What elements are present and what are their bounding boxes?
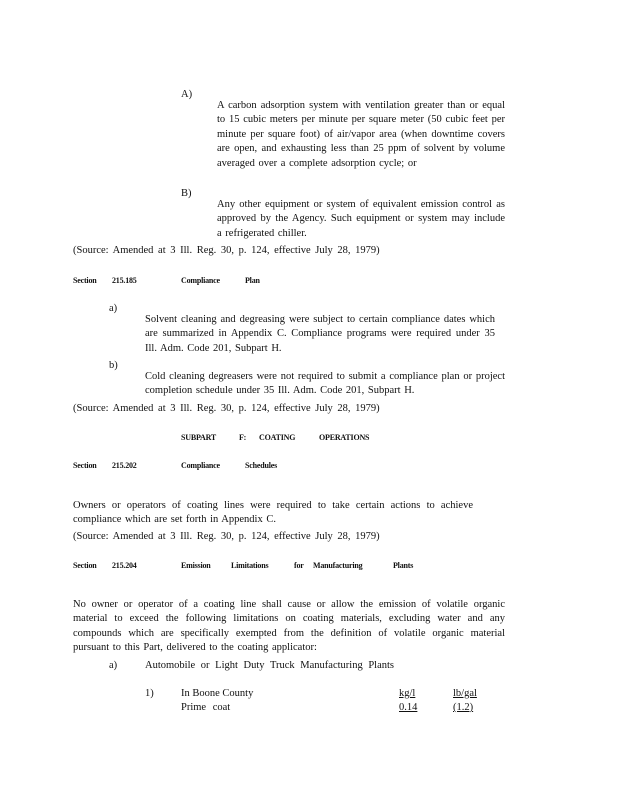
item-text-a: Solvent cleaning and degreasing were subject to certain compliance dates which are summarized in Appendix C. Compliance programs were required under 35 Ill. Adm. Code 201, Subpart H. (145, 313, 495, 354)
item-label-a: a) (109, 660, 118, 671)
item-label-A: A) (181, 89, 193, 100)
item-label-a: a) (109, 303, 118, 314)
section-number: 215.204 (112, 561, 137, 570)
section-title-part: Plants (393, 561, 414, 570)
item-label-B: B) (181, 188, 192, 199)
table-cell-lb: (1.2) (453, 702, 474, 713)
item-text-B: Any other equipment or system of equivalent emission control as approved by the Agency. Such equipment or system may include a refrigerated chiller. (217, 198, 505, 239)
subpart-letter: F: (239, 433, 247, 442)
subpart-title-part: OPERATIONS (319, 433, 370, 442)
table-cell-kg: 0.14 (399, 702, 418, 713)
table-item-number: 1) (145, 688, 154, 699)
table-county-label: In Boone County (181, 688, 254, 699)
table-header-kg: kg/l (399, 688, 416, 699)
item-text-automobile: Automobile or Light Duty Truck Manufacturing Plants (145, 660, 394, 671)
section-title-part: Compliance (181, 276, 220, 285)
table-row-label: Prime coat (181, 702, 231, 713)
section-number: 215.185 (112, 276, 137, 285)
section-title-part: Schedules (245, 461, 277, 470)
section-title-part: Compliance (181, 461, 220, 470)
source-note: (Source: Amended at 3 Ill. Reg. 30, p. 124, effective July 28, 1979) (73, 531, 380, 542)
subpart-word: SUBPART (181, 433, 217, 442)
paragraph-204: No owner or operator of a coating line shall cause or allow the emission of volatile organic material to exceed the following limitations on coating materials, excluding water and any compounds which are specifically exempted from the definition of volatile organic material pursuant to this Part, delivered to the coating applicator: (73, 598, 505, 654)
section-title-part: Limitations (231, 561, 269, 570)
section-title-part: Emission (181, 561, 211, 570)
section-word: Section (73, 461, 97, 470)
section-title-part: Manufacturing (313, 561, 363, 570)
source-note: (Source: Amended at 3 Ill. Reg. 30, p. 124, effective July 28, 1979) (73, 245, 380, 256)
paragraph-202: Owners or operators of coating lines were required to take certain actions to achieve compliance which are set forth in Appendix C. (73, 499, 473, 526)
section-word: Section (73, 561, 97, 570)
section-number: 215.202 (112, 461, 137, 470)
source-note: (Source: Amended at 3 Ill. Reg. 30, p. 124, effective July 28, 1979) (73, 403, 380, 414)
section-word: Section (73, 276, 97, 285)
item-text-A: A carbon adsorption system with ventilation greater than or equal to 15 cubic meters per minute per square meter (50 cubic feet per minute per square foot) of air/vapor area (when downtime covers are open, and exhausting less than 25 ppm of solvent by volume averaged over a complete adsorption cycle; or (217, 99, 505, 169)
subpart-title-part: COATING (259, 433, 296, 442)
item-text-b: Cold cleaning degreasers were not required to submit a compliance plan or project completion schedule under 35 Ill. Adm. Code 201, Subpart H. (145, 370, 505, 397)
section-title-part: Plan (245, 276, 260, 285)
section-title-part: for (294, 561, 304, 570)
table-header-lb: lb/gal (453, 688, 477, 699)
item-label-b: b) (109, 360, 118, 371)
